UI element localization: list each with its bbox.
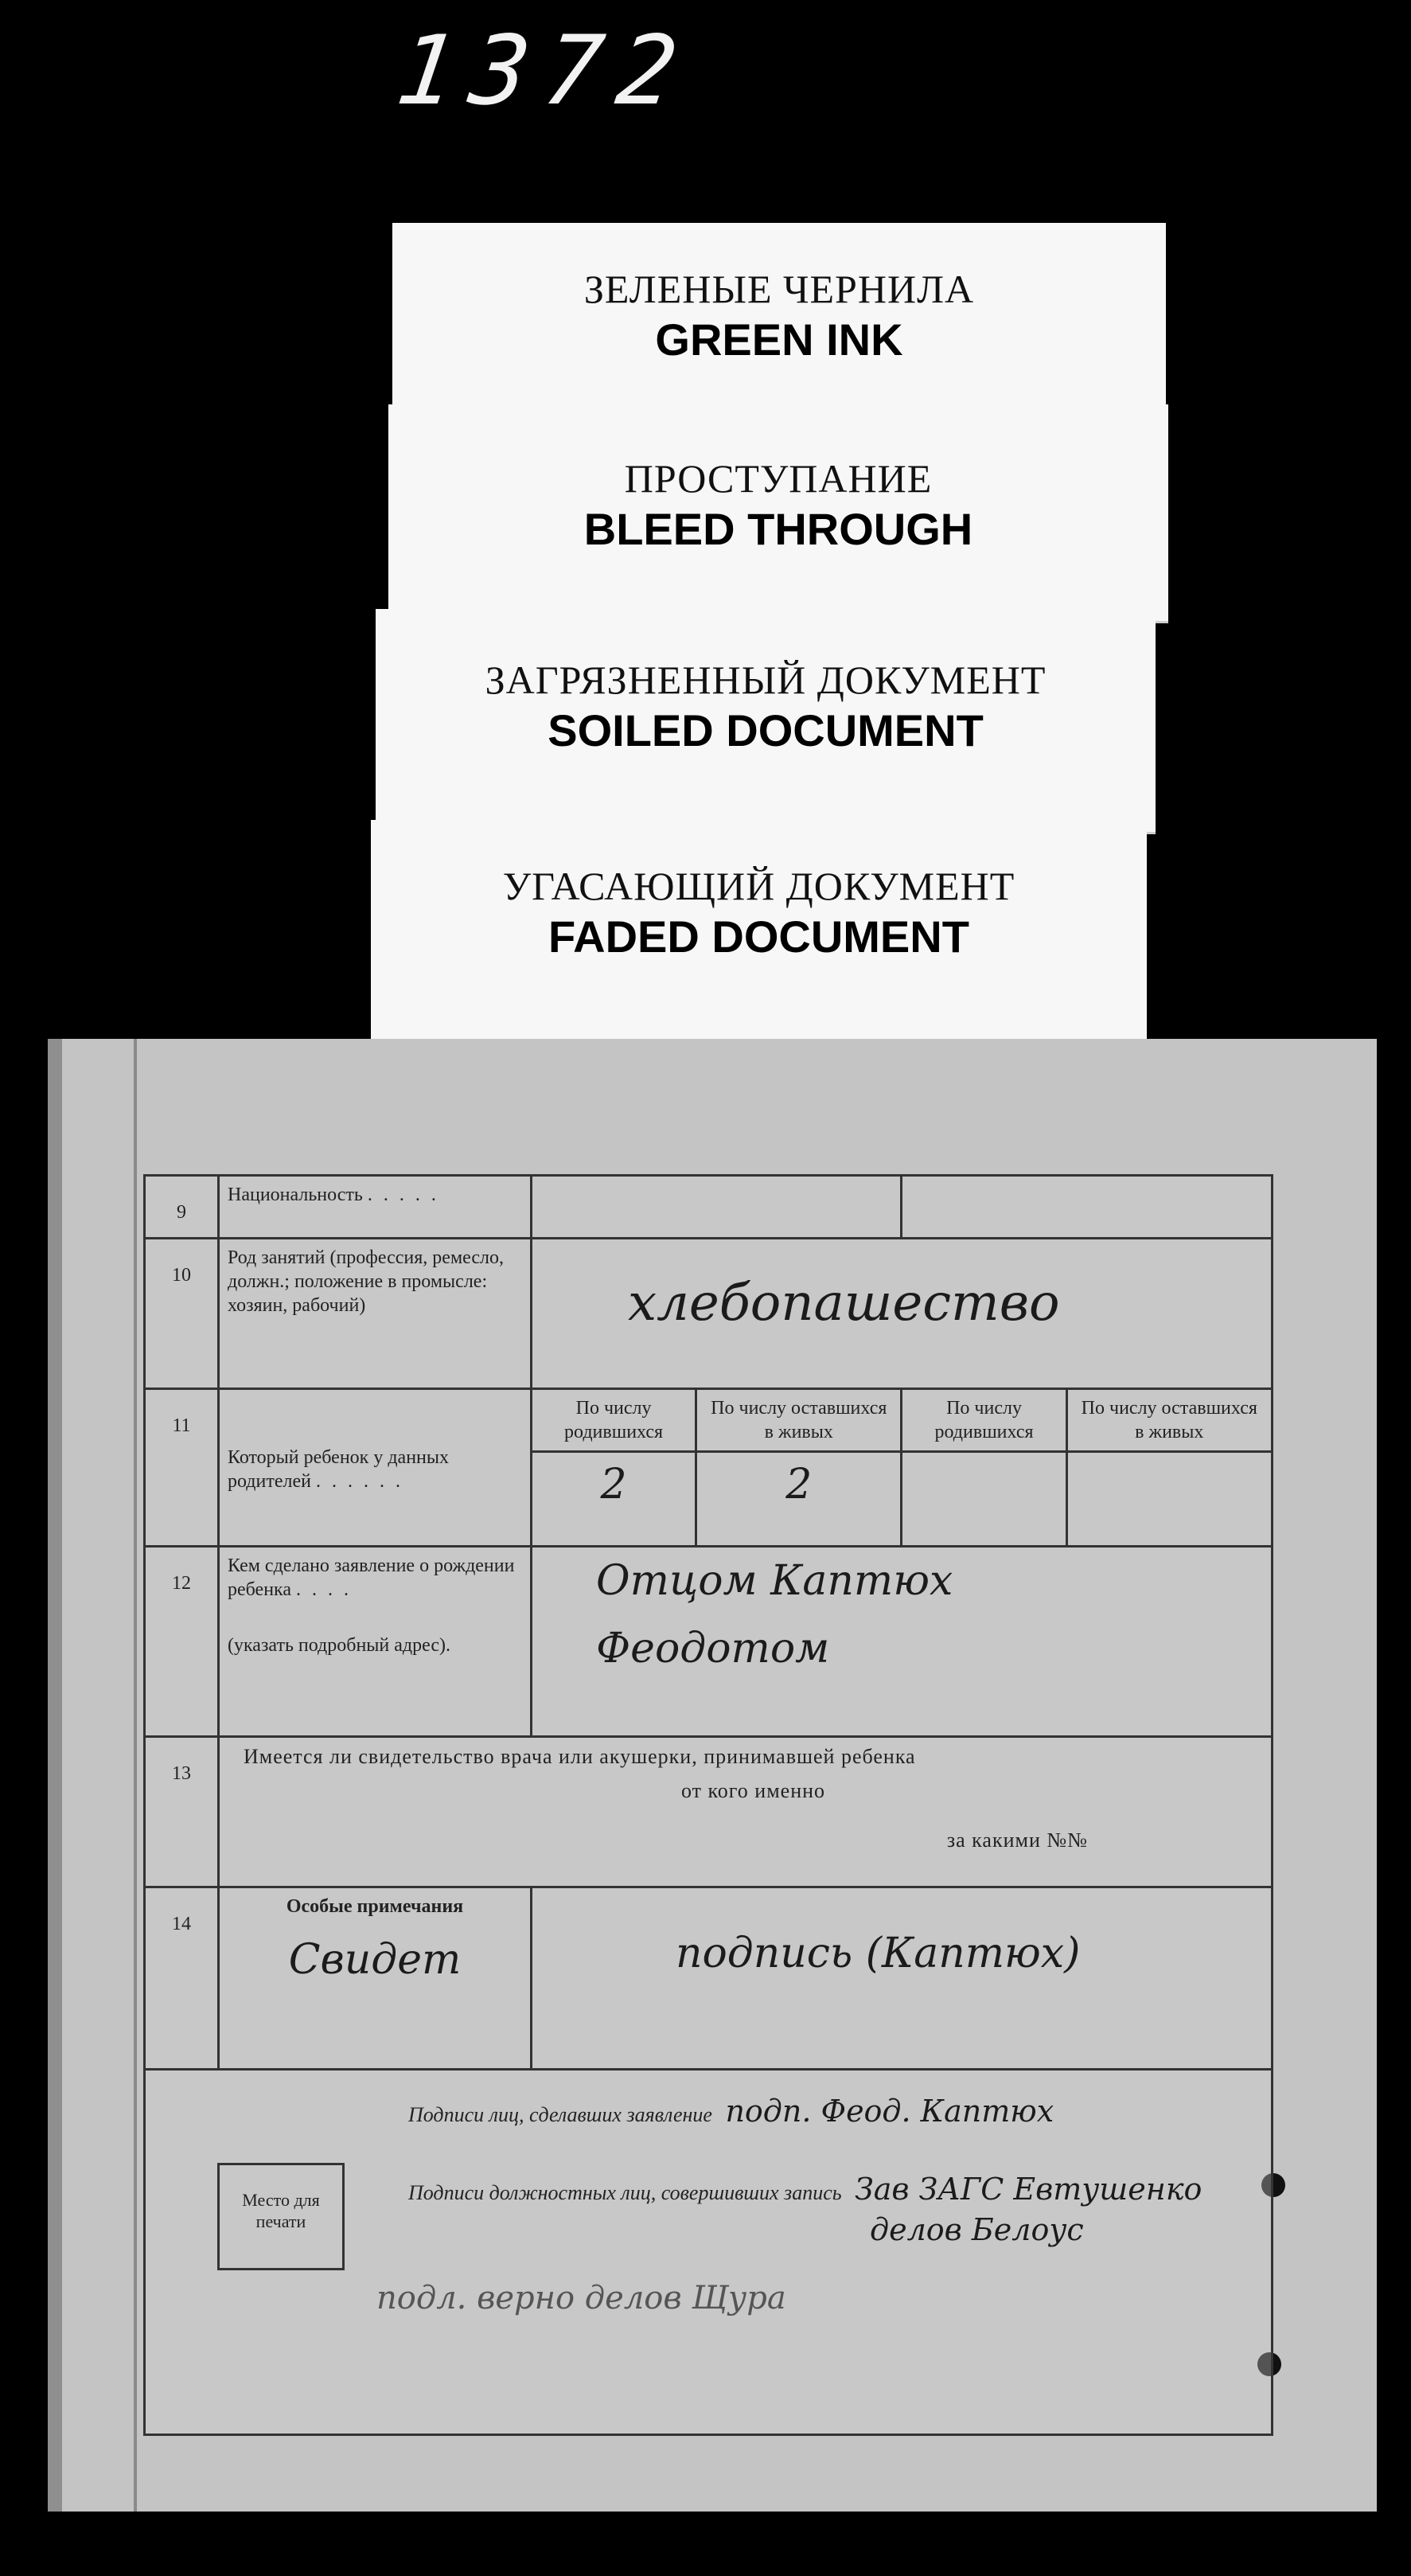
handwritten-value: подп. Феод. Каптюх <box>725 2094 1054 2129</box>
target-soiled-document <box>376 609 1156 832</box>
handwritten-value: 2 <box>785 1461 813 1509</box>
row-number: 14 <box>145 1887 219 2070</box>
row-number: 9 <box>145 1176 219 1239</box>
field-label: Особые примечания <box>286 1896 464 1917</box>
row-number: 11 <box>145 1389 219 1547</box>
row-special-notes <box>145 1887 1273 2070</box>
record-table <box>143 1174 1273 2436</box>
target-faded-document <box>371 820 1147 1047</box>
row-number: 13 <box>145 1737 219 1887</box>
handwritten-value: Свидет <box>288 1936 462 1984</box>
row-number: 10 <box>145 1239 219 1389</box>
target-label-en: BLEED THROUGH <box>583 504 973 554</box>
handwritten-value: Отцом Каптюх <box>596 1557 953 1605</box>
frame-number: 1372 <box>390 16 700 127</box>
target-bleed-through <box>388 404 1168 621</box>
dots: . . . . . <box>367 1185 439 1205</box>
target-label-ru: УГАСАЮЩИЙ ДОКУМЕНТ <box>502 864 1015 908</box>
handwritten-value: подпись (Каптюх) <box>676 1930 1081 1977</box>
field-label: за какими №№ <box>946 1829 1088 1852</box>
handwritten-value: Феодотом <box>596 1625 830 1672</box>
field-label: Национальность <box>228 1185 363 1205</box>
birth-record-form <box>143 1174 1273 2436</box>
field-sublabel: (указать подробный адрес). <box>228 1635 451 1656</box>
target-label-en: GREEN INK <box>655 314 903 365</box>
handwritten-value: хлебопашество <box>628 1274 1060 1333</box>
target-green-ink <box>392 223 1166 418</box>
stamp-place: Место для печати <box>217 2163 345 2270</box>
signature-label: Подписи лиц, сделавших заявление <box>408 2103 712 2126</box>
field-value <box>532 1176 902 1239</box>
field-label: Кем сделано заявление о рождении ребенка <box>228 1555 515 1600</box>
target-label-ru: ЗАГРЯЗНЕННЫЙ ДОКУМЕНТ <box>485 658 1047 702</box>
field-label: от кого именно <box>680 1778 826 1802</box>
row-medical-certificate <box>145 1737 1273 1887</box>
dots: . . . . . . <box>315 1471 403 1492</box>
column-header: По числу оставшихся в живых <box>1066 1389 1272 1452</box>
target-label-en: FADED DOCUMENT <box>548 911 969 962</box>
signature-label: Подписи должностных лиц, совершивших запись <box>408 2180 842 2204</box>
dots: . . . . <box>296 1579 352 1600</box>
handwritten-value: подл. верно делов Щура <box>376 2279 786 2316</box>
row-nationality <box>145 1176 1273 1239</box>
handwritten-value: 2 <box>600 1461 627 1509</box>
row-child-order <box>145 1389 1273 1452</box>
target-label-ru: ЗЕЛЕНЫЕ ЧЕРНИЛА <box>583 267 975 311</box>
target-label-ru: ПРОСТУПАНИЕ <box>624 456 933 501</box>
field-label: Род занятий (профессия, ремесло, должн.; положение в промысле: хозяин, рабочий) <box>219 1239 532 1389</box>
handwritten-value: делов Белоус <box>870 2212 1084 2247</box>
handwritten-value: Зав ЗАГС Евтушенко <box>855 2171 1202 2207</box>
field-label: Который ребенок у данных родителей <box>228 1447 450 1492</box>
row-signatures <box>145 2070 1273 2435</box>
row-number: 12 <box>145 1547 219 1737</box>
row-occupation <box>145 1239 1273 1389</box>
field-label: Имеется ли свидетельство врача или акушерки, принимавшей ребенка <box>244 1745 916 1768</box>
row-declarant <box>145 1547 1273 1737</box>
target-label-en: SOILED DOCUMENT <box>548 705 984 755</box>
column-header: По числу родившихся <box>532 1389 696 1452</box>
column-header: По числу оставшихся в живых <box>696 1389 902 1452</box>
field-value <box>902 1176 1273 1239</box>
column-header: По числу родившихся <box>902 1389 1066 1452</box>
